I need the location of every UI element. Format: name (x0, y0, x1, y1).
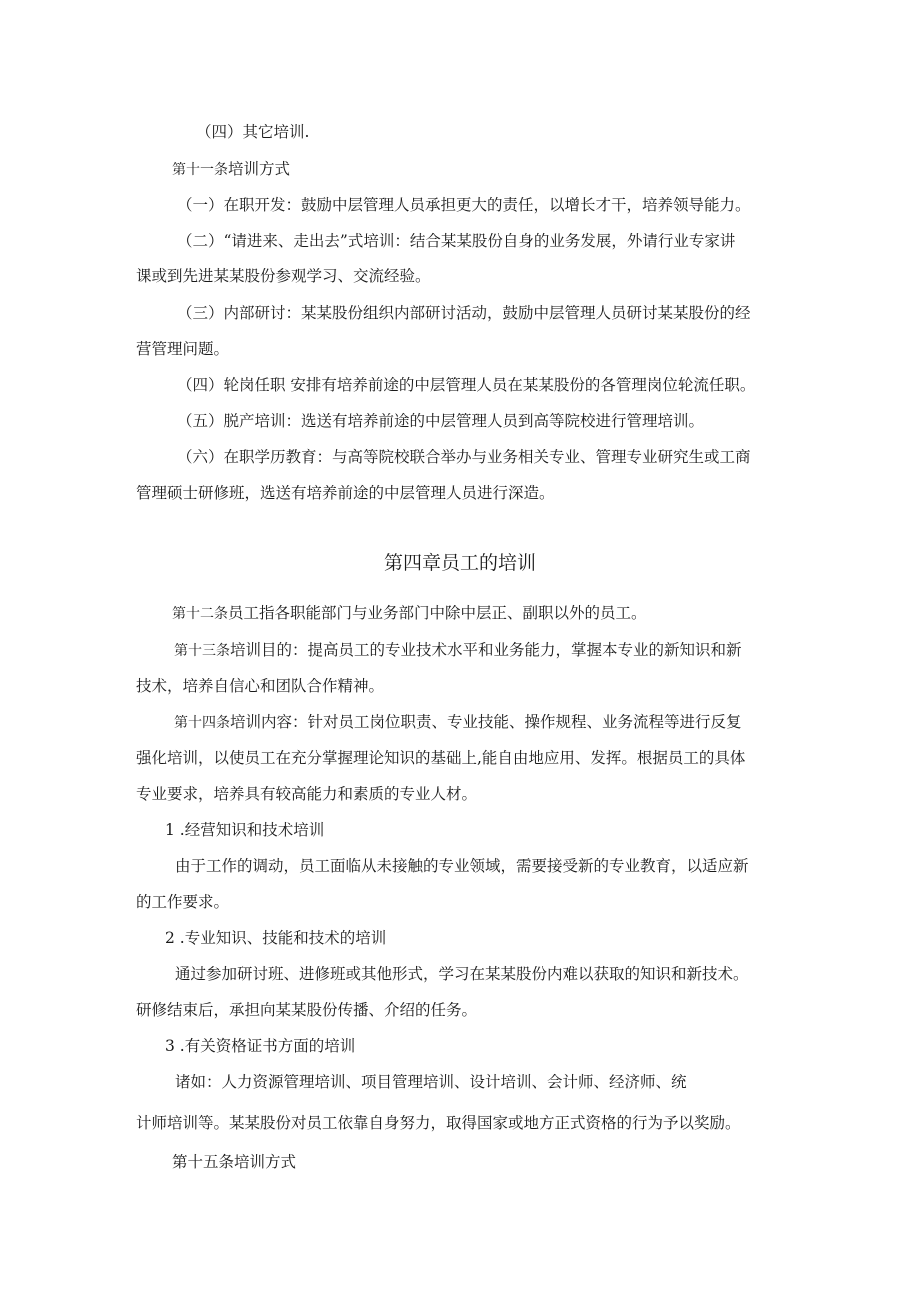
paragraph-line: （五）脱产培训：选送有培养前途的中层管理人员到高等院校进行管理培训。 (177, 412, 705, 430)
article-text: 培训目的：提高员工的专业技术水平和业务能力，掌握本专业的新知识和新 (230, 641, 742, 659)
paragraph-line: 技术，培养自信心和团队合作精神。 (136, 677, 385, 695)
article-line (172, 601, 647, 626)
article-line (174, 710, 742, 735)
paragraph-line: （四）其它培训. (196, 123, 310, 141)
paragraph-line: （一）在职开发：鼓励中层管理人员承担更大的责任，以增长才干，培养领导能力。 (177, 196, 751, 214)
paragraph-line: 管理硕士研修班，选送有培养前途的中层管理人员进行深造。 (136, 484, 555, 502)
paragraph-line: 由于工作的调动，员工面临从未接触的专业领域，需要接受新的专业教育，以适应新 (175, 857, 749, 875)
paragraph-line: 专业要求，培养具有较高能力和素质的专业人材。 (136, 785, 478, 803)
article-text: 培训内容：针对员工岗位职责、专业技能、操作规程、业务流程等进行反复 (230, 713, 742, 731)
numbered-item: 1 .经营知识和技术培训 (165, 821, 325, 839)
paragraph-line: （六）在职学历教育：与高等院校联合举办与业务相关专业、管理专业研究生或工商 (177, 448, 751, 466)
chapter-heading: 第四章员工的培训 (383, 552, 536, 574)
article-line: 第十五条培训方式 (172, 1153, 297, 1171)
paragraph-line: 课或到先进某某股份参观学习、交流经验。 (136, 267, 431, 285)
article-number: 第十三条 (174, 643, 230, 659)
paragraph-line: （三）内部研讨：某某股份组织内部研讨活动，鼓励中层管理人员研讨某某股份的经 (177, 304, 751, 322)
article-text: 培训方式 (228, 160, 291, 178)
paragraph-line: 通过参加研讨班、进修班或其他形式，学习在某某股份内难以获取的知识和新技术。 (175, 965, 749, 983)
article-number: 第十一条 (172, 162, 228, 178)
paragraph-line: 强化培训，以使员工在充分掌握理论知识的基础上,能自由地应用、发挥。根据员工的具体 (136, 749, 746, 767)
paragraph-line: 营管理问题。 (136, 340, 230, 358)
article-number: 第十四条 (174, 715, 230, 731)
paragraph-line: 研修结束后，承担向某某股份传播、介绍的任务。 (136, 1001, 478, 1019)
article-line (172, 157, 290, 182)
numbered-item: 2 .专业知识、技能和技术的培训 (165, 929, 387, 947)
paragraph-line: 诸如：人力资源管理培训、项目管理培训、设计培训、会计师、经济师、统 (175, 1073, 687, 1091)
numbered-item: 3 .有关资格证书方面的培训 (165, 1037, 356, 1055)
article-line (174, 638, 742, 663)
paragraph-line: 的工作要求。 (136, 893, 230, 911)
article-number: 第十二条 (172, 606, 228, 622)
paragraph-line: （二）“请进来、走出去”式培训：结合某某股份自身的业务发展，外请行业专家讲 (177, 232, 736, 250)
paragraph-line: （四）轮岗任职 安排有培养前途的中层管理人员在某某股份的各管理岗位轮流任职。 (177, 376, 756, 394)
article-text: 员工指各职能部门与业务部门中除中层正、副职以外的员工。 (228, 604, 647, 622)
paragraph-line: 计师培训等。某某股份对员工依靠自身努力，取得国家或地方正式资格的行为予以奖励。 (136, 1114, 741, 1132)
